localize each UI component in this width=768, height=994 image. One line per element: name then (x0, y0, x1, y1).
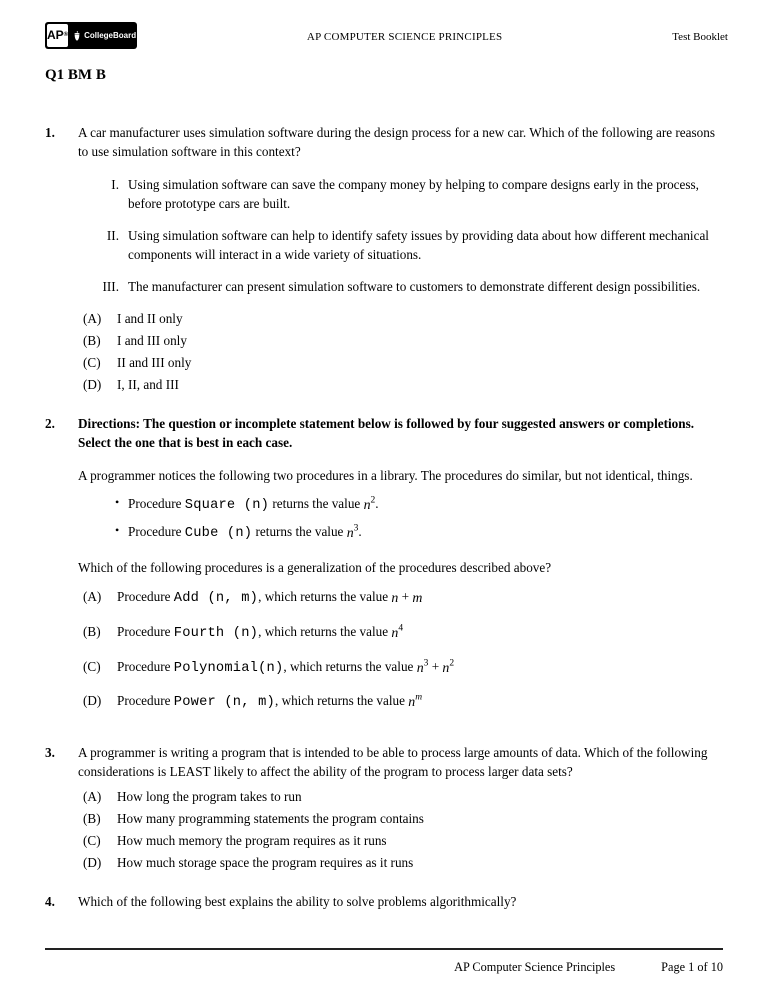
question-2 (45, 414, 720, 727)
page-header (0, 0, 768, 49)
roman-text: Using simulation software can save the company money by helping to compare designs early in the process, before prototype cars are built. (128, 176, 699, 211)
question-3-number: 3. (45, 745, 55, 761)
option-c (83, 353, 720, 372)
option-label: (D) (83, 693, 102, 709)
option-label: (A) (83, 589, 102, 605)
roman-text: Using simulation software can help to identify safety issues by providing data about how different mechanical components will interact in a wide variety of situations. (128, 227, 709, 262)
roman-item-1 (78, 175, 720, 213)
option-d (83, 853, 720, 872)
option-b (83, 331, 720, 350)
option-c (83, 831, 720, 850)
bullet-text: Procedure Square (n) returns the value $n^2$. (128, 495, 379, 513)
option-label: (D) (83, 376, 102, 392)
option-a (83, 787, 720, 806)
bullet-icon: • (115, 523, 120, 538)
option-label: (A) (83, 310, 102, 326)
option-text: Procedure Add (n, m), which returns the value n + m (117, 589, 423, 607)
question-3 (45, 743, 720, 875)
roman-numeral: II. (106, 227, 119, 243)
option-b (83, 622, 720, 644)
option-label: (C) (83, 658, 101, 674)
bullet-text: Procedure Cube (n) returns the value $n^3$. (128, 523, 362, 542)
option-text: I and II only (117, 310, 183, 326)
footer-page-number: Page 1 of 10 (661, 960, 723, 974)
question-1-number: 1. (45, 124, 55, 140)
option-text: Procedure Polynomial(n), which returns the value $n^3 + n^2$ (117, 658, 455, 676)
footer-divider (45, 948, 723, 950)
option-b (83, 809, 720, 828)
roman-item-2 (78, 226, 720, 264)
collegeboard-logo-text: CollegeBoard (84, 30, 137, 40)
option-a (83, 309, 720, 328)
question-1 (45, 123, 720, 397)
booklet-title: Q1 BM B (45, 67, 106, 83)
option-d (83, 691, 720, 713)
ap-logo-badge (47, 24, 68, 47)
ap-collegeboard-logo (45, 22, 137, 49)
option-text: II and III only (117, 354, 192, 370)
option-a (83, 587, 720, 609)
option-label: (A) (83, 789, 102, 805)
roman-item-3 (78, 277, 720, 296)
question-2-number: 2. (45, 415, 55, 431)
header-course-title: AP COMPUTER SCIENCE PRINCIPLES (306, 31, 503, 43)
procedure-bullet-list (115, 494, 720, 545)
collegeboard-acorn-icon (73, 31, 81, 41)
question-2-options (78, 587, 720, 713)
option-label: (B) (83, 332, 101, 348)
option-text: I and III only (117, 332, 187, 348)
option-c (83, 657, 720, 679)
option-label: (C) (83, 833, 101, 849)
roman-numeral: III. (102, 278, 119, 294)
question-1-stem: A car manufacturer uses simulation software during the design process for a new car. Which of the following are reasons to use simulation software in this context? (78, 124, 715, 159)
roman-text: The manufacturer can present simulation software to customers to demonstrate different design possibilities. (128, 278, 701, 294)
procedure-bullet-2 (115, 522, 720, 544)
question-4-number: 4. (45, 894, 55, 910)
question-1-options (78, 309, 720, 394)
question-4 (45, 892, 720, 911)
question-2-directions: Directions: The question or incomplete statement below is followed by four suggested answers or completions. Select the one that is best in each case. (78, 415, 695, 450)
footer-course-title: AP Computer Science Principles (454, 960, 616, 974)
registered-mark-icon: ® (63, 32, 69, 39)
option-text: How much storage space the program requires as it runs (117, 855, 414, 871)
roman-numeral: I. (111, 176, 119, 192)
procedure-bullet-1 (115, 494, 720, 516)
option-label: (C) (83, 354, 101, 370)
option-text: How many programming statements the program contains (117, 811, 424, 827)
option-text: How much memory the program requires as it runs (117, 833, 387, 849)
question-1-roman-list (78, 175, 720, 296)
option-label: (D) (83, 855, 102, 871)
ap-logo-text: AP (47, 27, 64, 42)
option-text: How long the program takes to run (117, 789, 302, 805)
question-4-stem: Which of the following best explains the ability to solve problems algorithmically? (78, 894, 517, 910)
option-label: (B) (83, 811, 101, 827)
page-footer (45, 948, 723, 977)
question-2-intro: A programmer notices the following two procedures in a library. The procedures do similar, but not identical, things. (78, 467, 693, 483)
option-text: Procedure Power (n, m), which returns the value $n^m$ (117, 693, 423, 711)
bullet-icon: • (115, 494, 120, 509)
option-text: Procedure Fourth (n), which returns the value $n^4$ (117, 623, 404, 641)
option-d (83, 375, 720, 394)
collegeboard-logo (68, 24, 136, 47)
question-2-prompt: Which of the following procedures is a generalization of the procedures described above? (78, 560, 552, 576)
option-label: (B) (83, 623, 101, 639)
question-3-stem: A programmer is writing a program that is intended to be able to process large amounts of data. Which of the following considerations is LEAST likely to affect the ability of the program to process larger data sets? (78, 745, 708, 780)
header-booklet-label: Test Booklet (672, 31, 728, 43)
question-3-options (78, 787, 720, 872)
question-list (45, 123, 720, 912)
option-text: I, II, and III (117, 376, 179, 392)
